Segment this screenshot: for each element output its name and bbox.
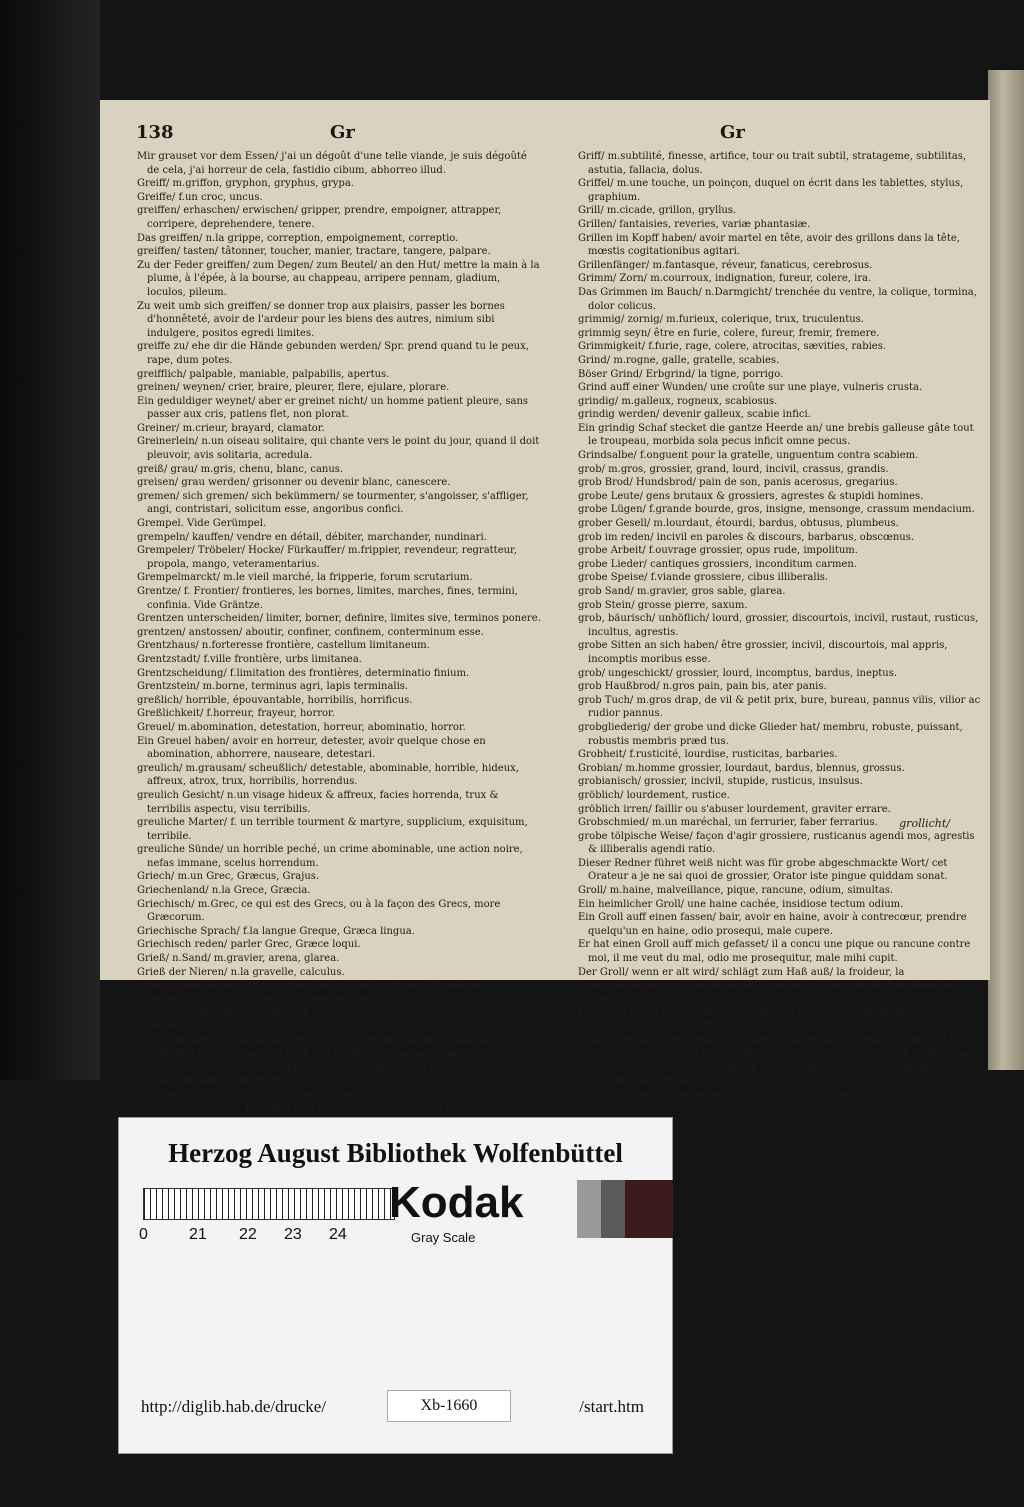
dictionary-entry: greinen/ weynen/ crier, braire, pleurer, flere, ejulare, plorare. (137, 382, 450, 394)
dictionary-entry: grindig werden/ devenir galleux, scabie infici. (578, 409, 811, 421)
dictionary-entry: grobe Sitten an sich haben/ être grossier, incivil, discourtois, mal appris, incomptis moribus esse. (578, 640, 948, 665)
dictionary-entry: greiß/ grau/ m.gris, chenu, blanc, canus. (137, 463, 344, 475)
dictionary-entry: Griechisch/ m.Grec, ce qui est des Grecs, ou à la façon des Grecs, more Græcorum. (137, 898, 501, 924)
dictionary-entry: gröblich irren/ faillir ou s'abuser lourdement, graviter errare. (578, 803, 891, 815)
dictionary-entry: Greiner/ m.crieur, brayard, clamator. (137, 422, 325, 434)
dictionary-entry: Grillenfänger/ m.fantasque, réveur, fanaticus, cerebrosus. (578, 259, 873, 271)
dictionary-entry: grobianisch/ grossier, incivil, stupide, rusticus, insulsus. (578, 776, 863, 788)
dictionary-entry: Das Grimmen im Bauch/ n.Darmgicht/ trenchée du ventre, la colique, tormina, dolor colicus. (578, 286, 977, 312)
dictionary-entry: Grind auff einer Wunden/ une croûte sur une playe, vulneris crusta. (578, 382, 923, 394)
dictionary-entry: Ein Groll auff einen fassen/ bair, avoir en haine, avoir à contrecœur, prendre quelqu'un en haine, odio prosequi, male cupere. (578, 912, 967, 937)
dictionary-entry: Grentzhaus/ n.forteresse frontière, castellum limitaneum. (137, 640, 430, 652)
dictionary-entry: Es griesselt mir über den gantzen Leib/ tout le corps me tremble, toto corpore perhorresco. (137, 1007, 536, 1032)
dictionary-entry: Den Groll fallen lassen/ deposer, quitter sa haine, simultatem deponere. (578, 1007, 944, 1019)
dictionary-entry: Grillen/ fantaisies, reveries, variæ phantasiæ. (578, 218, 811, 230)
dictionary-entry: Böser Grind/ Erbgrind/ la tigne, porrigo. (578, 368, 784, 380)
dictionary-entry: Griffel/ m.une touche, un poinçon, duquel on écrit dans les tablettes, stylus, graphium. (578, 178, 964, 203)
ruler-number: 21 (189, 1226, 207, 1243)
dictionary-entry: Greuel/ m.abomination, detestation, horreur, abominatio, horror. (137, 721, 466, 733)
dictionary-entry: grentzen/ anstossen/ aboutir, confiner, confinem, conterminum esse. (137, 626, 484, 638)
dictionary-entry: Greiffe/ f.un croc, uncus. (137, 191, 263, 203)
dictionary-entry: griesgramen/ kirren/ grimacer les dents, faire la grimace, frendere. (137, 980, 481, 992)
dictionary-entry: Grießmehl/ n.grosse farine à faire des bouillies, crimnum, crimnium. (137, 1048, 486, 1060)
dictionary-entry: Grieß der Nieren/ n.la gravelle, calculus. (137, 966, 345, 978)
dictionary-entry: Grobschmied/ m.un maréchal, un ferrurier, faber ferrarius. (578, 817, 878, 829)
dictionary-entry: Grindsalbe/ f.onguent pour la gratelle, unguentum contra scabiem. (578, 450, 919, 462)
dictionary-entry: Grentzscheidung/ f.limitation des frontières, determinatio finium. (137, 667, 470, 679)
dictionary-entry: Grempelmarckt/ m.le vieil marché, la fripperie, forum scrutarium. (137, 572, 473, 584)
dictionary-entry: Grimmigkeit/ f.furie, rage, colere, atrocitas, sævities, rabies. (578, 341, 887, 353)
dictionary-entry: Das greiffen/ n.la grippe, correption, empoignement, correptio. (137, 232, 459, 244)
running-head-left: Gr (330, 122, 355, 143)
book-page (100, 100, 990, 1114)
dictionary-entry: grob Sand/ m.gravier, gros sable, glarea. (578, 586, 786, 597)
dictionary-entry: Groll/ m.haine, malveillance, pique, rancune, odium, simultas. (578, 885, 894, 897)
scan-background-left (0, 0, 100, 1080)
gray-patch (625, 1180, 673, 1238)
dictionary-entry: Ein geduldiger weynet/ aber er greinet nicht/ un homme patient pleure, sans passer aux cris, patiens flet, non plorat. (137, 395, 529, 421)
catchword: grollicht/ (899, 817, 950, 830)
dictionary-entry: grob im reden/ incivil en paroles & discours, barbarus, obscœnus. (578, 531, 915, 543)
dictionary-entry: grobgliederig/ der grobe und dicke Glieder hat/ membru, robuste, puissant, robustis membris præd tus. (578, 721, 963, 747)
dictionary-entry: grindig/ m.galleux, rogneux, scabiosus. (578, 395, 778, 407)
dictionary-entry: greulich/ m.grausam/ scheußlich/ detestable, abominable, horrible, hideux, affreux, atrox, trux, horribilis, horrendus. (137, 762, 519, 788)
dictionary-entry: Grempel. Vide Gerümpel. (137, 518, 267, 530)
dictionary-entry: Griechenland/ n.la Grece, Græcia. (137, 885, 311, 897)
dictionary-entry: Grimm/ Zorn/ m.courroux, indignation, fureur, colere, ira. (578, 273, 872, 285)
start-link[interactable]: /start.htm (579, 1397, 644, 1416)
dictionary-entry: Ein grindig Schaf stecket die gantze Heerde an/ une brebis galleuse gâte tout le troupeau, morbida sola pecus inficit omne pecus. (578, 422, 974, 448)
dictionary-entry: greuliche Sünde/ un horrible peché, un crime abominable, une action noire, nefas immane, scelus horrendum. (137, 844, 523, 869)
running-head-right: Gr (720, 122, 745, 143)
dictionary-entry: gröblich/ lourdement, rustice. (578, 789, 730, 801)
right-column (578, 150, 983, 1102)
dictionary-entry: greiffe zu/ ehe dir die Hände gebunden werden/ Spr. prend quand tu le peux, rape, dum potes. (137, 341, 529, 366)
dictionary-entry: Ein Gemüth/ das einen offentlichen Groll trägt/ ist viel redlicher/ als das/ so unter freundlichen Gebärden seinen Groll verbirget/ l'esprit même qui hait ouvertement, est plus franc & plus noble, que celui qui sous un front d'ami cache & deguise sa haine, aperte odisse magis ingenuum est, quam fronte occultare sententiam. (578, 1021, 970, 1087)
library-target-card (118, 1117, 673, 1454)
kodak-logo: Kodak (389, 1178, 524, 1227)
dictionary-entry: Grempeler/ Tröbeler/ Hocke/ Fürkauffer/ m.frippier, revendeur, regratteur, propola, mango, veteramentarius. (137, 545, 517, 570)
dictionary-entry: greulich Gesicht/ n.un visage hideux & affreux, facies horrenda, trux & terribilis aspectu, visu terribilis. (137, 789, 499, 815)
dictionary-entry: grollen/ zürnen/ se facher ou courroucer, être indigné, irasci. (578, 1088, 889, 1100)
dictionary-entry: griesselen/ avoir de l'horreur, horrere, pavere. (137, 993, 374, 1005)
dictionary-entry: Grill/ m.cicade, grillon, gryllus. (578, 205, 737, 217)
dictionary-entry: Grillen im Kopff haben/ avoir martel en tête, avoir des grillons dans la tête, mœstis cogitationibus agitari. (578, 232, 960, 258)
dictionary-entry: Grentzstein/ m.borne, terminus agri, lapis terminalis. (137, 681, 409, 693)
dictionary-entry: Ein heimlicher Groll/ une haine cachée, insidiose tectum odium. (578, 898, 904, 910)
left-column (137, 150, 542, 1129)
dictionary-entry: grobe Leute/ gens brutaux & grossiers, agrestes & stupidi homines. (578, 490, 924, 502)
dictionary-entry: Grobheit/ f.rusticité, lourdise, rusticitas, barbaries. (578, 749, 838, 761)
dictionary-entry: grobe tölpische Weise/ façon d'agir grossiere, rusticanus agendi mos, agrestis & illiberalis agendi ratio. (578, 830, 975, 856)
ruler-number: 0 (139, 1226, 148, 1243)
library-title: Herzog August Bibliothek Wolfenbüttel (168, 1138, 623, 1168)
digital-library-url[interactable]: http://diglib.hab.de/drucke/ (141, 1397, 327, 1416)
dictionary-entry: grober Gesell/ m.lourdaut, étourdi, bardus, obtusus, plumbeus. (578, 518, 899, 530)
dictionary-entry: Der Groll/ wenn er alt wird/ schlägt zum Haß auß/ la froideur, la mesintelligence qui vieillit devient une forte haine, simultas inveteratas transit in odium. (578, 966, 953, 1005)
shelfmark-box: Xb-1660 (387, 1390, 511, 1422)
dictionary-entry: grobe Lieder/ cantiques grossiers, inconditum carmen. (578, 558, 858, 570)
ruler-number: 22 (239, 1226, 257, 1243)
dictionary-entry: Grind/ m.rogne, galle, gratelle, scabies. (578, 354, 780, 366)
dictionary-entry: greßlich/ horrible, épouvantable, horribilis, horrificus. (137, 694, 413, 706)
dictionary-entry: Er hat einen Groll auff mich gefasset/ il a concu une pique ou rancune contre moi, il me veut du mal, odio me prosequitur, male mihi cupit. (578, 939, 971, 965)
dictionary-entry: Griff Handhabe oder Henckel/ m.la poignée, le manche, ou l'anse, par où l'on (137, 1102, 530, 1114)
dictionary-entry: grob/ ungeschickt/ grossier, lourd, incomptus, bardus, ineptus. (578, 667, 898, 679)
dictionary-entry: grob/ m.gros, grossier, grand, lourd, incivil, crassus, grandis. (578, 463, 889, 475)
dictionary-entry: Greinerlein/ n.un oiseau solitaire, qui chante vers le point du jour, quand il doit pleuvoir, avis solitaria, acredula. (137, 436, 540, 462)
dictionary-entry: Grentzstadt/ f.ville frontière, urbs limitanea. (137, 653, 362, 665)
dictionary-entry: Grentze/ f. Frontier/ frontieres, les bornes, limites, marches, fines, termini, confinia. Vide Gräntze. (137, 586, 518, 611)
dictionary-entry: Mir grauset vor dem Essen/ j'ai un dégoût d'une telle viande, je suis dégoûté de cela, j'ai horreur de cela, fastidio cibum, abhorreo illud. (137, 151, 527, 176)
dictionary-entry: Griff/ m.subtilité, finesse, artifice, tour ou trait subtil, stratageme, subtilitas, astutia, fallacia, dolus. (578, 151, 967, 176)
dictionary-entry: grobe Arbeit/ f.ouvrage grossier, opus rude, impolitum. (578, 545, 858, 557)
dictionary-entry: grob Brod/ Hundsbrod/ pain de son, panis acerosus, gregarius. (578, 477, 898, 489)
dictionary-entry: greiffen/ erhaschen/ erwischen/ gripper, prendre, empoigner, attrapper, corripere, deprehendere, tenere. (137, 205, 502, 230)
dictionary-entry: Dieser Redner führet weiß nicht was für grobe abgeschmackte Wort/ cet Orateur a je ne sai quoi de grossier, Orator iste pingue quiddam sonat. (578, 857, 948, 883)
dictionary-entry: Griech/ m.un Grec, Græcus, Grajus. (137, 871, 320, 883)
dictionary-entry: Ein Greuel haben/ avoir en horreur, detester, avoir quelque chose en abomination, abhorrere, nauseare, detestari. (137, 735, 486, 761)
dictionary-entry: Greßlichkeit/ f.horreur, frayeur, horror. (137, 708, 335, 720)
dictionary-entry: greifflich/ palpable, maniable, palpabilis, apertus. (137, 368, 390, 380)
dictionary-entry: Grieß/ n.Sand/ m.gravier, arena, glarea. (137, 953, 340, 965)
dictionary-entry: Grentzen unterscheiden/ limiter, borner, definire, limites sive, terminos ponere. (137, 613, 541, 625)
dictionary-entry: grob, bäurisch/ unhöflich/ lourd, grossier, discourtois, incivil, rustaut, rusticus, incultus, agrestis. (578, 613, 979, 638)
dictionary-entry: Zu weit umb sich greiffen/ se donner trop aux plaisirs, passer les bornes d'honnêteté, avoir de l'ardeur pour les biens des autres, nimium sibi indulgere, positos egredi limites. (137, 300, 505, 339)
dictionary-entry: grob Stein/ grosse pierre, saxum. (578, 599, 748, 611)
dictionary-entry: grob Tuch/ m.gros drap, de vil & petit prix, bure, bureau, pannus vilis, vilior ac rudior pannus. (578, 694, 981, 720)
dictionary-entry: greisen/ grau werden/ grisonner ou devenir blanc, canescere. (137, 477, 451, 489)
dictionary-entry: Zu der Feder greiffen/ zum Degen/ zum Beutel/ an den Hut/ mettre la main à la plume, à l'épée, à la bourse, au chappeau, arripere pennam, gladium, loculos, pileum. (137, 259, 540, 298)
dictionary-entry: greiffen/ tasten/ tâtonner, toucher, manier, tractare, tangere, palpare. (137, 246, 491, 258)
dictionary-entry: grempeln/ kauffen/ vendre en détail, débiter, marchander, nundinari. (137, 531, 487, 543)
dictionary-entry: Griff/ m.une poignée, autant qu'on peut empoigner d'une main, manipulus, quantum manu comprehendi potest. (137, 1061, 518, 1087)
dictionary-entry: greuliche Marter/ f. un terrible tourment & martyre, supplicium, exquisitum, terribile. (137, 817, 528, 842)
dictionary-entry: grimmig seyn/ être en furie, colere, fureur, fremir, fremere. (578, 327, 880, 339)
dictionary-entry: gremen/ sich gremen/ sich bekümmern/ se tourmenter, s'angoisser, s'affliger, angi, contristari, solicitum esse, angoribus confici. (137, 490, 529, 516)
dictionary-entry: grobe Lügen/ f.grande bourde, gros, insigne, mensonge, crassum mendacium. (578, 504, 975, 516)
dictionary-entry: Greiff/ m.griffon, gryphon, gryphus, grypa. (137, 178, 354, 190)
dictionary-entry: Griesgrimmen/ n.indignation, depit, ennui, tædium, simultas, indignatio. (137, 1034, 506, 1046)
ruler-number: 24 (329, 1226, 347, 1243)
book-spine-edge (988, 70, 1024, 1070)
gray-scale-label: Gray Scale (411, 1230, 476, 1245)
dictionary-entry: Grobian/ m.homme grossier, lourdaut, bardus, blennus, grossus. (578, 762, 905, 774)
dictionary-entry: grobe Speise/ f.viande grossiere, cibus illiberalis. (578, 572, 829, 584)
ruler-number: 23 (284, 1226, 302, 1243)
dictionary-entry: Griechisch reden/ parler Grec, Græce loqui. (137, 939, 361, 951)
dictionary-entry: grimmig/ zornig/ m.furieux, colerique, trux, truculentus. (578, 314, 864, 326)
measurement-ruler (143, 1188, 395, 1220)
page-number: 138 (136, 122, 174, 143)
dictionary-entry: Griff/ m.prise, arrachement, prehensio, tactus. (137, 1088, 374, 1100)
dictionary-entry: Griechische Sprach/ f.la langue Greque, Græca lingua. (137, 925, 415, 937)
dictionary-entry: grob Haußbrod/ n.gros pain, pain bis, ater panis. (578, 681, 827, 693)
